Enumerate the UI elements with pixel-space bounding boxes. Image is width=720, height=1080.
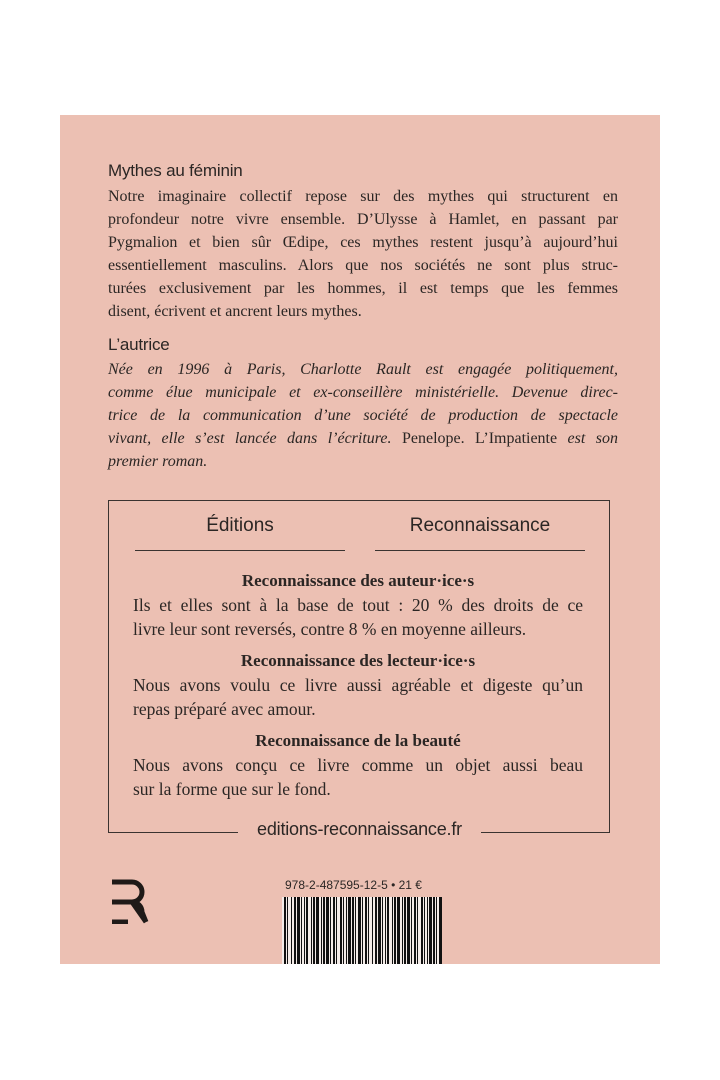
text-line: Nous avons conçu ce livre comme un objet aussi beau xyxy=(133,755,583,775)
text-line: profondeur notre vivre ensemble. D’Ulysse à Hamlet, en passant par xyxy=(108,211,618,228)
text-line: Nous avons voulu ce livre aussi agréable et digeste qu’un xyxy=(133,675,583,695)
pledge-body xyxy=(133,593,583,641)
text-line: Notre imaginaire collectif repose sur des mythes qui structurent en xyxy=(108,188,618,205)
barcode-icon xyxy=(282,897,442,964)
section-title-mythes: Mythes au féminin xyxy=(108,161,243,180)
pledge-body xyxy=(133,753,583,801)
text-italic: vivant, elle s’est lancée dans l’écriture. xyxy=(108,430,392,447)
pledge-title: Reconnaissance de la beauté xyxy=(255,731,461,750)
text-line: Ils et elles sont à la base de tout : 20 % des droits de ce xyxy=(133,595,583,615)
isbn-price: 978-2-487595-12-5 • 21 € xyxy=(285,878,422,892)
box-rule xyxy=(108,832,238,833)
pledge-title: Reconnaissance des lecteur·ice·s xyxy=(240,651,476,670)
pledge-body xyxy=(133,673,583,721)
box-rule xyxy=(481,832,609,833)
text-line: disent, écrivent et ancrent leurs mythes. xyxy=(108,303,362,320)
back-cover xyxy=(60,115,660,964)
text-line: sur la forme que sur le fond. xyxy=(133,779,331,799)
text-line: Pygmalion et bien sûr Œdipe, ces mythes restent jusqu’à aujourd’hui xyxy=(108,234,618,251)
section-title-autrice: L’autrice xyxy=(108,335,170,354)
publisher-name-left: Éditions xyxy=(206,515,274,536)
text-line: turées exclusivement par les hommes, il est temps que les femmes xyxy=(108,280,618,297)
header-rule xyxy=(135,550,345,551)
text-line: essentiellement masculins. Alors que nos sociétés ne sont plus struc- xyxy=(108,257,618,274)
text-line: comme élue municipale et ex-conseillère ministérielle. Devenue direc- xyxy=(108,384,618,401)
text-line-mixed xyxy=(108,427,618,450)
text-line: repas préparé avec amour. xyxy=(133,699,316,719)
header-rule xyxy=(375,550,585,551)
publisher-website: editions-reconnaissance.fr xyxy=(257,819,462,839)
text-line: premier roman. xyxy=(108,453,208,470)
er-monogram-logo xyxy=(110,878,150,924)
text-line: trice de la communication d’une société de production de spectacle xyxy=(108,407,618,424)
text-italic: est son xyxy=(557,430,618,447)
section-body-autrice xyxy=(108,358,618,473)
text-line: Née en 1996 à Paris, Charlotte Rault est engagée politiquement, xyxy=(108,361,618,378)
book-title: Penelope. L’Impatiente xyxy=(391,430,558,447)
text-line: livre leur sont reversés, contre 8 % en moyenne ailleurs. xyxy=(133,619,527,639)
pledge-title: Reconnaissance des auteur·ice·s xyxy=(241,571,475,590)
publisher-name-right: Reconnaissance xyxy=(409,515,551,536)
section-body-mythes xyxy=(108,185,618,323)
